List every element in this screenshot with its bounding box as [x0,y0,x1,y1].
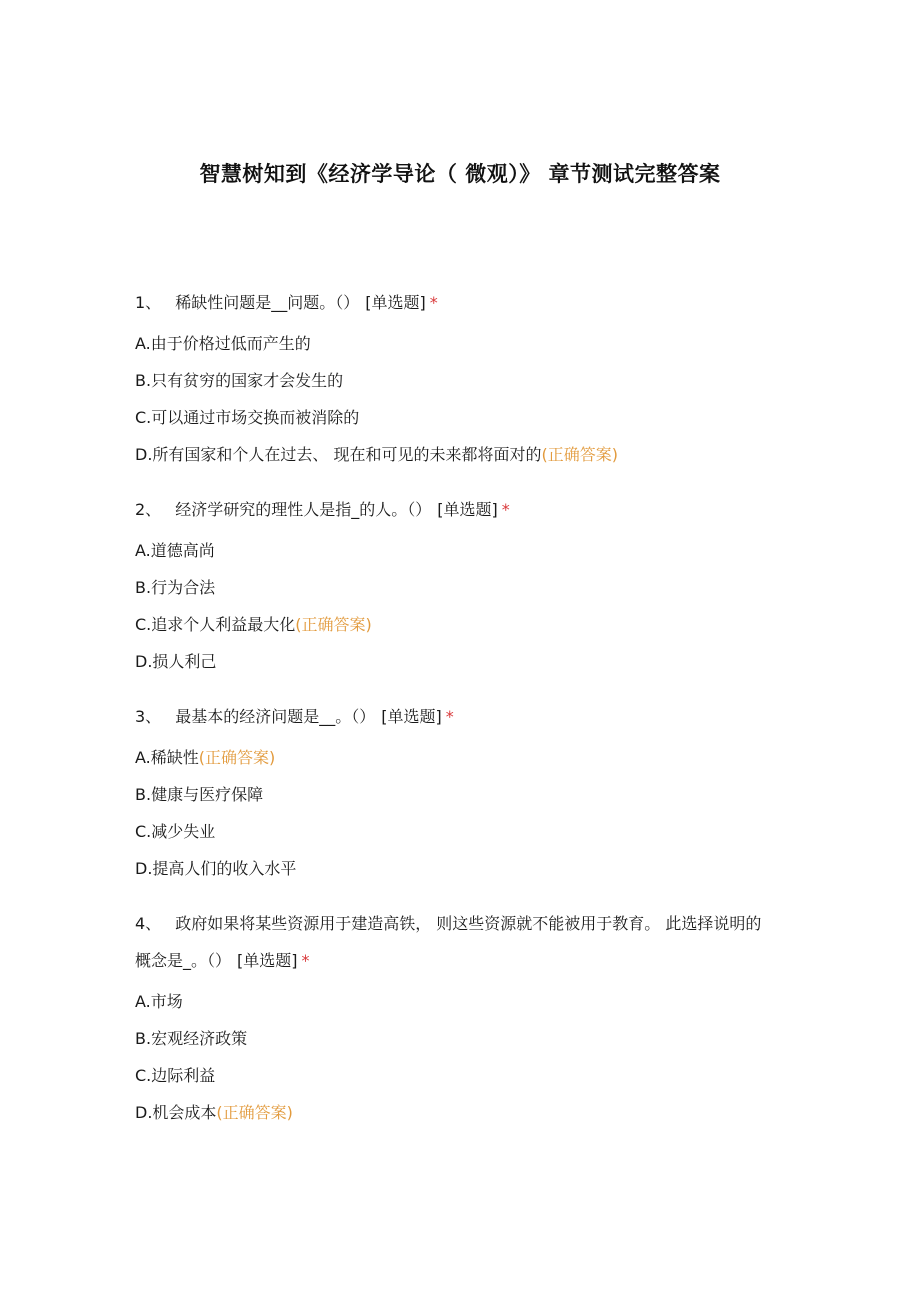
question-4 [135,905,775,1131]
option-text: A.市场 [135,992,183,1011]
question-text: 政府如果将某些资源用于建造高铁， 则这些资源就不能被用于教育。 此选择说明的概念是_。（） [135,914,762,970]
question-text: 稀缺性问题是__问题。（） [175,293,360,312]
question-type: [单选题] [381,707,442,726]
option-text: B.行为合法 [135,578,216,597]
required-asterisk: * [501,500,510,519]
required-asterisk: * [301,951,310,970]
question-number: 2、 [135,500,162,519]
option-text: D.提高人们的收入水平 [135,859,297,878]
option-c [135,606,775,643]
required-asterisk: * [445,707,454,726]
question-text: 经济学研究的理性人是指_的人。（） [175,500,432,519]
correct-answer-mark: (正确答案) [198,748,276,767]
option-b [135,569,775,606]
option-text: A.道德高尚 [135,541,215,560]
question-type: [单选题] [365,293,426,312]
option-text: C.边际利益 [135,1066,216,1085]
option-text: C.可以通过市场交换而被消除的 [135,408,360,427]
option-b [135,362,775,399]
document-title: 智慧树知到《经济学导论（ 微观）》 章节测试完整答案 [199,162,721,186]
option-text: B.只有贫穷的国家才会发生的 [135,371,344,390]
option-d [135,436,775,473]
option-text: B.健康与医疗保障 [135,785,264,804]
option-text: D.机会成本 [135,1103,217,1122]
question-number: 1、 [135,293,162,312]
required-asterisk: * [429,293,438,312]
option-text: D.损人利己 [135,652,217,671]
correct-answer-mark: (正确答案) [541,445,618,464]
question-stem [135,905,775,979]
question-1 [135,284,775,473]
option-c [135,399,775,436]
question-stem [135,491,775,528]
option-a [135,983,775,1020]
option-d [135,643,775,680]
question-3 [135,698,775,887]
option-a [135,739,775,776]
correct-answer-mark: (正确答案) [216,1103,293,1122]
option-a [135,532,775,569]
correct-answer-mark: (正确答案) [295,615,372,634]
option-text: C.追求个人利益最大化 [135,615,296,634]
option-b [135,1020,775,1057]
option-c [135,813,775,850]
question-type: [单选题] [437,500,498,519]
question-stem [135,284,775,321]
option-c [135,1057,775,1094]
option-b [135,776,775,813]
option-text: B.宏观经济政策 [135,1029,248,1048]
question-stem [135,698,775,735]
option-d [135,850,775,887]
question-type: [单选题] [237,951,298,970]
question-number: 4、 [135,914,162,933]
question-list [135,284,775,1149]
question-text: 最基本的经济问题是__。（） [175,707,376,726]
option-text: A.稀缺性 [135,748,199,767]
option-d [135,1094,775,1131]
option-text: A.由于价格过低而产生的 [135,334,311,353]
option-text: C.减少失业 [135,822,216,841]
option-a [135,325,775,362]
question-2 [135,491,775,680]
option-text: D.所有国家和个人在过去、 现在和可见的未来都将面对的 [135,445,542,464]
question-number: 3、 [135,707,162,726]
